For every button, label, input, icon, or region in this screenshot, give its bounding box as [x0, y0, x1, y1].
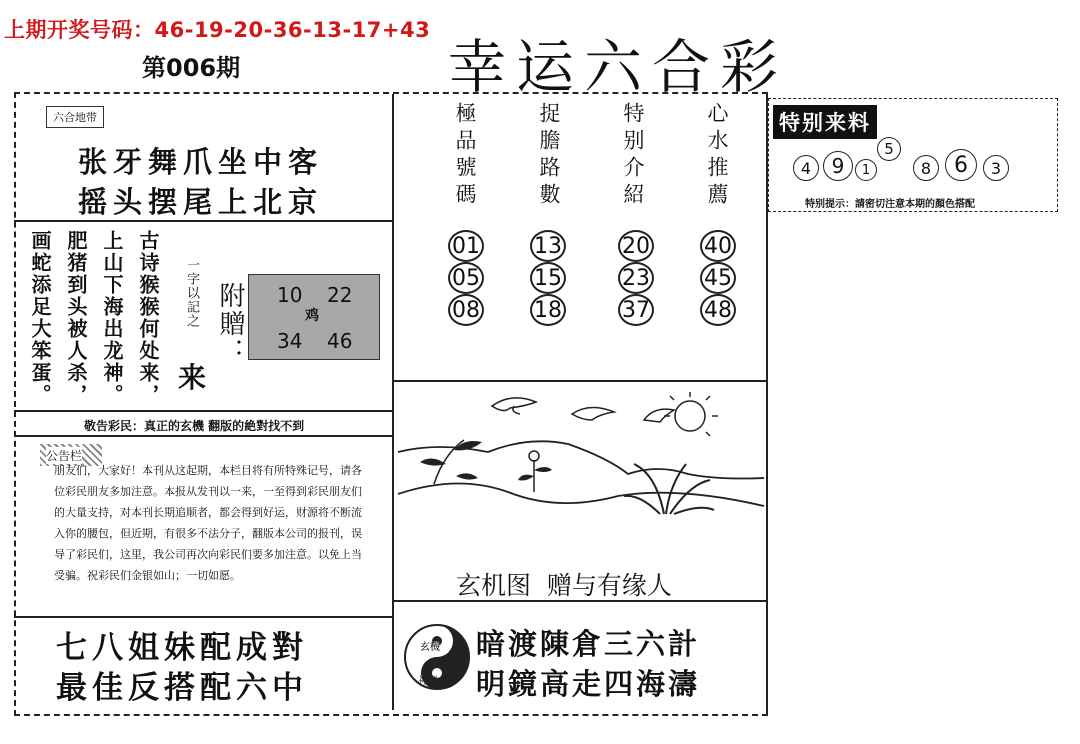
poem-column-4: 画蛇添足大笨蛋。: [28, 230, 52, 406]
warning-text: 敬告彩民：真正的玄機 翻版的絶對找不到: [84, 419, 305, 433]
column-heading-3: 特别介紹: [621, 102, 645, 210]
special-number: 1: [855, 159, 877, 181]
bottom-left-line1: 七八姐妹配成對: [56, 630, 308, 666]
bottom-left-line2: 最佳反搭配六中: [56, 670, 308, 706]
number-circle: 23: [618, 262, 654, 294]
column-heading-1: 極品號碼: [453, 102, 477, 210]
number-circle: 01: [448, 230, 484, 262]
yin-yang-icon: [402, 612, 472, 702]
column-heading-4: 心水推薦: [705, 102, 729, 210]
number-circle: 05: [448, 262, 484, 294]
last-result-line: 上期开奖号码：46-19-20-36-13-17+43: [4, 18, 431, 42]
yin-yang-label-2: 神秘: [418, 676, 438, 687]
special-number: 5: [877, 137, 901, 161]
gift-number-box: [248, 274, 380, 360]
special-number: 8: [913, 155, 939, 181]
yin-yang-label-1: 玄機: [420, 642, 440, 653]
special-number: 9: [823, 151, 853, 181]
divider: [14, 410, 392, 412]
poem-column-3: 肥猪到头被人杀，: [64, 230, 88, 406]
gift-number: 10: [277, 283, 303, 307]
number-circle: 20: [618, 230, 654, 262]
gift-number: 34: [277, 329, 303, 353]
bottom-mid-line2: 明鏡高走四海濤: [476, 667, 701, 701]
landscape-illustration: [394, 384, 766, 564]
poem-column-2: 上山下海出龙神。: [100, 230, 124, 406]
top-left-line2: 摇头摆尾上北京: [78, 185, 324, 219]
number-circle: 13: [530, 230, 566, 262]
special-panel: [768, 98, 1058, 212]
special-number: 4: [793, 155, 819, 181]
top-left-panel: [14, 94, 392, 220]
special-number: 6: [945, 149, 977, 181]
page-title: 幸运六合彩: [448, 33, 789, 101]
one-word-note: 一字以記之: [184, 258, 199, 328]
number-circle: 18: [530, 294, 566, 326]
number-circle: 37: [618, 294, 654, 326]
picture-caption: 玄机图 赠与有缘人: [456, 571, 672, 600]
gift-label: 附贈：: [215, 282, 245, 366]
column-heading-2: 捉膽路數: [537, 102, 561, 210]
special-title: 特别来料: [773, 105, 877, 139]
divider: [392, 600, 766, 602]
divider: [14, 435, 392, 437]
divider: [14, 220, 392, 222]
divider: [392, 380, 766, 382]
message-badge-label: 公告栏: [46, 449, 83, 463]
gift-number: 22: [327, 283, 353, 307]
number-circle: 48: [700, 294, 736, 326]
bottom-mid-line1: 暗渡陳倉三六計: [476, 627, 701, 661]
gift-answer: 来: [178, 361, 207, 394]
gift-number: 46: [327, 329, 353, 353]
number-circle: 40: [700, 230, 736, 262]
issue-number: 第006期: [142, 54, 241, 82]
number-circle: 45: [700, 262, 736, 294]
number-circle: 08: [448, 294, 484, 326]
top-left-line1: 张牙舞爪坐中客: [78, 145, 324, 179]
number-circle: 15: [530, 262, 566, 294]
special-number: 3: [983, 155, 1009, 181]
top-left-badge: 六合地带: [46, 106, 104, 128]
poem-column-1: 古诗猴猴何处来，: [136, 230, 160, 406]
divider: [14, 616, 392, 618]
special-tip: 特别提示：請密切注意本期的顏色搭配: [805, 199, 975, 210]
message-text: 朋友们，大家好！本刊从这起期，本栏目将有所特殊记号，请各位彩民朋友多加注意。本报从发刊以一来，一至得到彩民朋友们的大量支持，对本刊长期追顺者，都会得到好运，财源将不断流入你的腰包，但近期，有很多不法分子，翻版本公司的报刊，误导了彩民们，这里，我公司再次向彩民们要多加注意。以免上当受骗。祝彩民们金银如山；一切如愿。: [54, 464, 362, 582]
gift-animal: 鸡: [305, 308, 319, 324]
